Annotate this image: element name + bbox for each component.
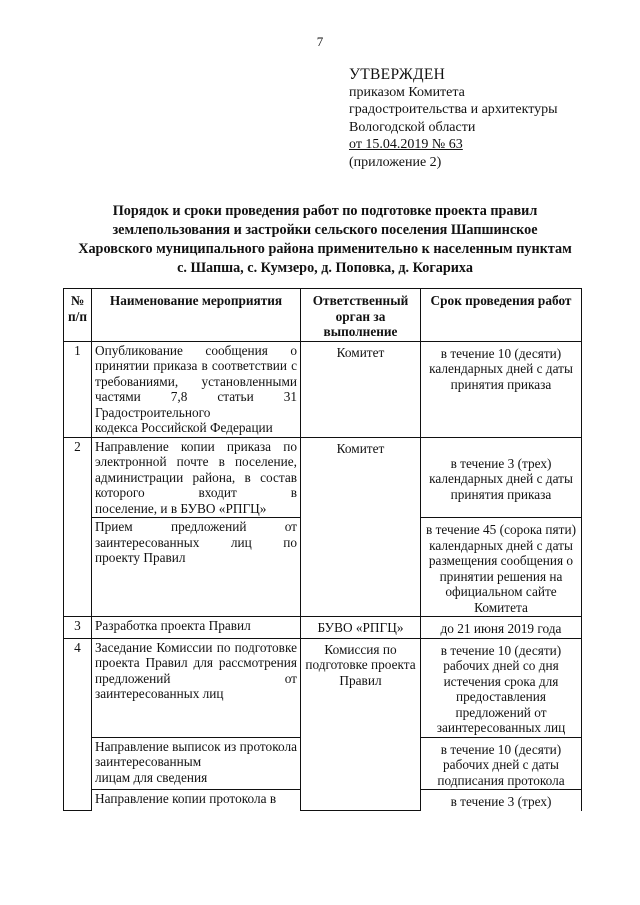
schedule-table bbox=[63, 288, 582, 811]
row-deadline: до 21 июня 2019 года bbox=[421, 617, 582, 639]
row-num: 2 bbox=[64, 437, 92, 617]
row-name bbox=[92, 341, 301, 437]
header-responsible: Ответственный орган за выполнение bbox=[301, 289, 421, 342]
table-row bbox=[64, 341, 582, 437]
row-name-text: Заседание Комиссии по подготовке проекта Правил для рассмотрения предложений от bbox=[95, 639, 297, 686]
appendix-note: (приложение 2) bbox=[349, 154, 442, 170]
row-responsible: Комитет bbox=[301, 437, 421, 617]
row-deadline: в течение 45 (сорока пяти) календарных дней с даты размещения сообщения о принятии решения на официальном сайте Комитета bbox=[421, 518, 582, 617]
row-name bbox=[92, 737, 301, 790]
row-name-text: Опубликование сообщения о принятии приказа в соответствии с требованиями, установленными частями 7,8 статьи 31 Градостроительного bbox=[95, 342, 297, 420]
order-reference: от 15.04.2019 № 63 bbox=[349, 137, 463, 152]
row-name-last: поселение, и в БУВО «РПГЦ» bbox=[95, 500, 267, 516]
row-name-last: лицам для сведения bbox=[95, 769, 208, 785]
row-name-last: проекту Правил bbox=[95, 550, 186, 565]
row-deadline bbox=[421, 437, 582, 518]
row-name bbox=[92, 518, 301, 617]
approval-line: Вологодской области bbox=[349, 119, 476, 135]
row-num: 4 bbox=[64, 638, 92, 811]
document-title bbox=[50, 202, 600, 278]
row-responsible: Комитет bbox=[301, 341, 421, 437]
row-name-last: кодекса Российской Федерации bbox=[95, 420, 273, 435]
row-num: 3 bbox=[64, 617, 92, 639]
row-name-text: Прием предложений от заинтересованных лиц по bbox=[95, 519, 297, 550]
table-row bbox=[64, 638, 582, 737]
approval-line: приказом Комитета bbox=[349, 84, 465, 100]
table-row bbox=[64, 617, 582, 639]
row-deadline: в течение 10 (десяти) рабочих дней со дня истечения срока для предоставления предложений от заинтересованных лиц bbox=[421, 638, 582, 737]
approval-line: градостроительства и архитектуры bbox=[349, 102, 558, 117]
row-name: Направление копии протокола в bbox=[92, 790, 301, 811]
row-deadline: в течение 3 (трех) bbox=[421, 790, 582, 811]
approval-block bbox=[349, 66, 558, 171]
row-deadline: в течение 10 (десяти) рабочих дней с даты подписания протокола bbox=[421, 737, 582, 790]
row-name-text: Направление копии приказа по электронной почте в поселение, администрации района, в состав которого входит в bbox=[95, 438, 297, 500]
row-name: Разработка проекта Правил bbox=[92, 617, 301, 639]
row-deadline: в течение 10 (десяти) календарных дней с даты принятия приказа bbox=[421, 341, 582, 437]
header-num: № п/п bbox=[64, 289, 92, 342]
table-header-row bbox=[64, 289, 582, 342]
table-row bbox=[64, 437, 582, 518]
row-responsible: Комиссия по подготовке проекта Правил bbox=[301, 638, 421, 811]
row-deadline-text: в течение 3 (трех) календарных дней с даты принятия приказа bbox=[429, 455, 573, 502]
row-name-text: Направление выписок из протокола заинтересованным bbox=[95, 738, 297, 769]
row-name bbox=[92, 437, 301, 518]
row-name-last: заинтересованных лиц bbox=[95, 686, 224, 701]
title-line: Харовского муниципального района применительно к населенным пунктам bbox=[78, 241, 572, 257]
row-num: 1 bbox=[64, 341, 92, 437]
row-name bbox=[92, 638, 301, 737]
title-line: Порядок и сроки проведения работ по подготовке проекта правил bbox=[112, 203, 538, 219]
page-number: 7 bbox=[316, 34, 324, 49]
header-name: Наименование мероприятия bbox=[92, 289, 301, 342]
approval-stamp: УТВЕРЖДЕН bbox=[349, 66, 446, 83]
row-responsible: БУВО «РПГЦ» bbox=[301, 617, 421, 639]
title-line: с. Шапша, с. Кумзеро, д. Поповка, д. Когариха bbox=[177, 260, 473, 276]
title-line: землепользования и застройки сельского поселения Шапшинское bbox=[112, 222, 538, 238]
header-deadline: Срок проведения работ bbox=[421, 289, 582, 342]
